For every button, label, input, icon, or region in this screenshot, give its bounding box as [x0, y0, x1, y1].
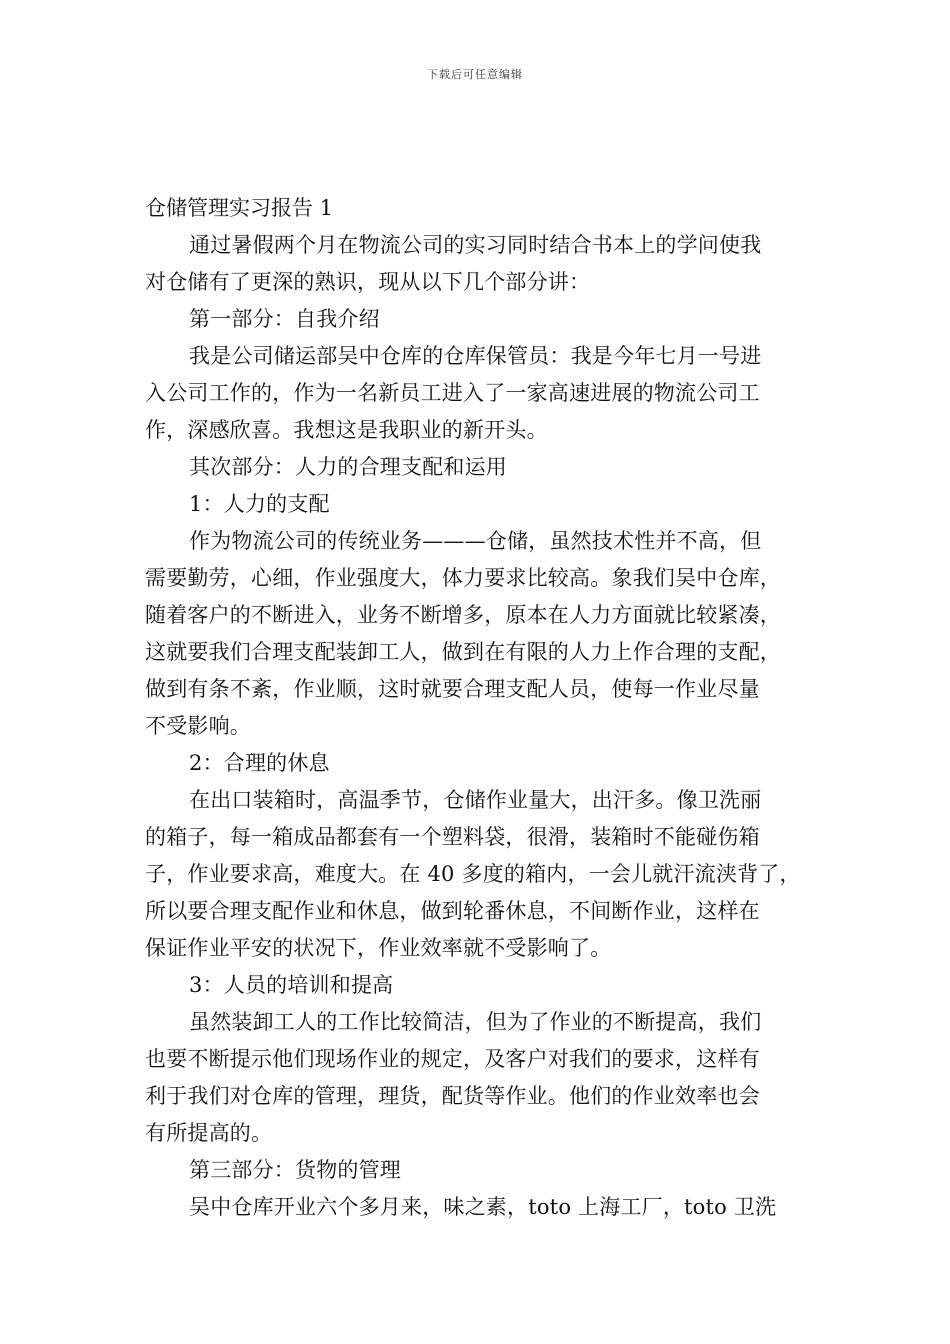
text-line: 所以要合理支配作业和休息，做到轮番休息，不间断作业，这样在 — [145, 899, 760, 923]
text-line: 有所提高的。 — [145, 1121, 273, 1145]
text-line: 保证作业平安的状况下，作业效率就不受影响了。 — [145, 936, 612, 960]
text-line: 利于我们对仓库的管理，理货，配货等作业。他们的作业效率也会 — [145, 1084, 760, 1108]
text-line: 作，深感欣喜。我想这是我职业的新开头。 — [145, 418, 548, 442]
document-title: 仓储管理实习报告 1 — [145, 196, 334, 220]
text-line: 不受影响。 — [145, 714, 251, 738]
text-line: 作为物流公司的传统业务———仓储，虽然技术性并不高，但 — [189, 529, 762, 553]
text-line: 第一部分：自我介绍 — [189, 307, 380, 331]
text-line: 通过暑假两个月在物流公司的实习同时结合书本上的学问使我 — [189, 233, 762, 257]
text-line: 需要勤劳，心细，作业强度大，体力要求比较高。象我们吴中仓库， — [145, 566, 781, 590]
document-lines — [145, 227, 817, 1226]
text-line: 3：人员的培训和提高 — [189, 973, 394, 997]
text-line: 随着客户的不断进入，业务不断增多，原本在人力方面就比较紧凑， — [145, 603, 781, 627]
text-line: 第三部分：货物的管理 — [189, 1158, 401, 1182]
text-line: 入公司工作的，作为一名新员工进入了一家高速进展的物流公司工 — [145, 381, 760, 405]
text-line: 我是公司储运部吴中仓库的仓库保管员：我是今年七月一号进 — [189, 344, 762, 368]
text-line: 子，作业要求高，难度大。在 40 多度的箱内，一会儿就汗流浃背了， — [145, 862, 801, 886]
text-line: 吴中仓库开业六个多月来，味之素，toto 上海工厂，toto 卫洗 — [189, 1195, 777, 1219]
text-line: 的箱子，每一箱成品都套有一个塑料袋，很滑，装箱时不能碰伤箱 — [145, 825, 760, 849]
text-line: 这就要我们合理支配装卸工人，做到在有限的人力上作合理的支配， — [145, 640, 781, 664]
text-line: 2：合理的休息 — [189, 751, 330, 775]
text-line: 虽然装卸工人的工作比较简洁，但为了作业的不断提高，我们 — [189, 1010, 762, 1034]
text-line: 也要不断提示他们现场作业的规定，及客户对我们的要求，这样有 — [145, 1047, 760, 1071]
text-line: 做到有条不紊，作业顺，这时就要合理支配人员，使每一作业尽量 — [145, 677, 760, 701]
text-line: 对仓储有了更深的熟识，现从以下几个部分讲： — [145, 270, 591, 294]
header-note: 下载后可任意编辑 — [427, 68, 523, 81]
document-body — [145, 190, 817, 1226]
text-line: 其次部分：人力的合理支配和运用 — [189, 455, 507, 479]
text-line: 1：人力的支配 — [189, 492, 330, 516]
text-line: 在出口装箱时，高温季节，仓储作业量大，出汗多。像卫洗丽 — [189, 788, 762, 812]
